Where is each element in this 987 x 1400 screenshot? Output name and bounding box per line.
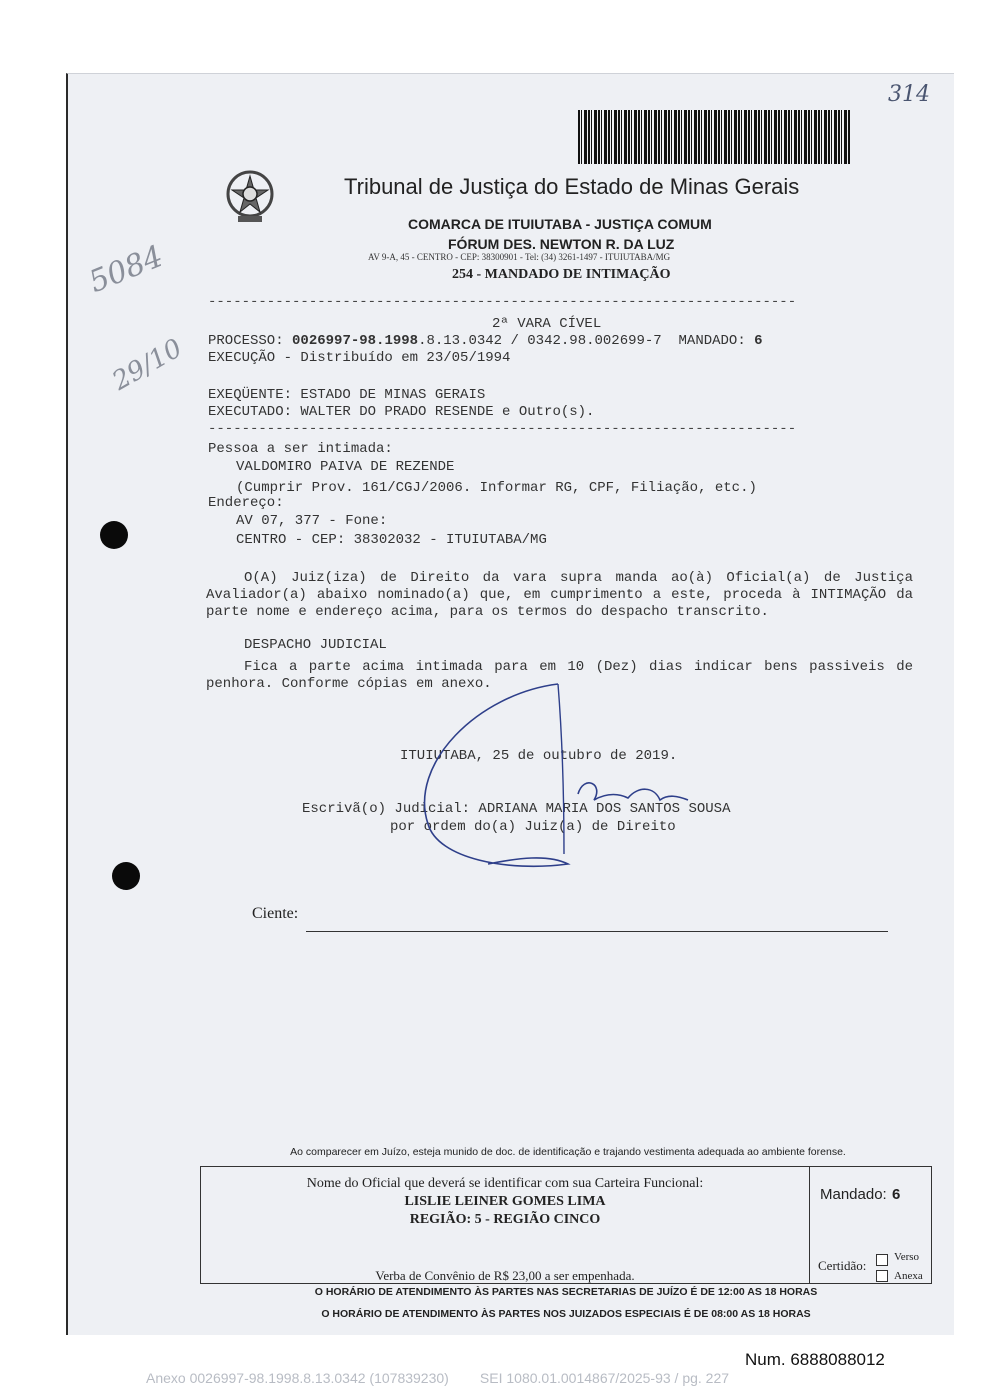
- document-sheet: [66, 73, 954, 1335]
- comarca: COMARCA DE ITUIUTABA - JUSTIÇA COMUM: [408, 216, 712, 232]
- despacho-text: Fica a parte acima intimada para em 10 (Dez) dias indicar bens passiveis de penhora. Conforme cópias em anexo.: [206, 659, 913, 692]
- mandado-label: MANDADO:: [678, 333, 746, 349]
- verso-label: Verso: [894, 1251, 920, 1263]
- processo-number: 0026997-98.1998: [292, 333, 419, 349]
- mandado-number: 6: [754, 333, 763, 349]
- separator-top: ----------------------------------------------------------------------: [208, 294, 797, 310]
- person-label: Pessoa a ser intimada:: [208, 441, 393, 457]
- executado-line: EXECUTADO: WALTER DO PRADO RESENDE e Outro(s).: [208, 404, 595, 420]
- processo-line: [208, 333, 763, 349]
- vara: 2ª VARA CÍVEL: [492, 316, 602, 332]
- handwritten-margin-number: 5084: [84, 238, 169, 301]
- order-of-judge: por ordem do(a) Juiz(a) de Direito: [390, 819, 676, 835]
- barcode: [578, 110, 850, 164]
- box-mandado-number: 6: [892, 1186, 901, 1203]
- hours-line-2: O HORÁRIO DE ATENDIMENTO ÀS PARTES NOS JUIZADOS ESPECIAIS É DE 08:00 AS 18 HORAS: [321, 1308, 811, 1320]
- person-name: VALDOMIRO PAIVA DE REZENDE: [236, 459, 455, 475]
- processo-number-rest: .8.13.0342 / 0342.98.002699-7: [418, 333, 662, 349]
- address-line-2: CENTRO - CEP: 38302032 - ITUIUTABA/MG: [236, 532, 547, 548]
- binder-hole-bottom: [112, 862, 140, 890]
- certidao-label: Certidão:: [818, 1258, 867, 1273]
- coat-of-arms-icon: [218, 164, 282, 228]
- document-type: 254 - MANDADO DE INTIMAÇÃO: [452, 267, 671, 282]
- verso-checkbox[interactable]: [876, 1254, 888, 1266]
- box-mandado-label: Mandado:: [820, 1186, 887, 1203]
- hours-line-1: O HORÁRIO DE ATENDIMENTO ÀS PARTES NAS SECRETARIAS DE JUÍZO É DE 12:00 AS 18 HORAS: [314, 1286, 818, 1298]
- notice-text: Ao comparecer em Juízo, esteja munido de doc. de identificação e trajando vestimenta adequada ao ambiente forense.: [290, 1146, 846, 1158]
- ciente-label: Ciente:: [252, 905, 299, 922]
- officer-heading: Nome do Oficial que deverá se identificar com sua Carteira Funcional:: [306, 1176, 704, 1191]
- clerk-name: Escrivã(o) Judicial: ADRIANA MARIA DOS SANTOS SOUSA: [302, 801, 731, 817]
- order-paragraph: O(A) Juiz(iza) de Direito da vara supra manda ao(à) Oficial(a) de Justiça Avaliador(a) abaixo nominado(a) que, em cumprimento a este, proceda à INTIMAÇÃO da parte nome e endereço acima, para os termos do despacho transcrito.: [206, 570, 913, 620]
- execucao-line: EXECUÇÃO - Distribuído em 23/05/1994: [208, 350, 511, 366]
- signature-scribble: [398, 674, 738, 874]
- anexa-checkbox[interactable]: [876, 1270, 888, 1282]
- forum-name: FÓRUM DES. NEWTON R. DA LUZ: [448, 236, 675, 252]
- fee-text: Verba de Convênio de R$ 23,00 a ser empenhada.: [375, 1268, 635, 1283]
- anexa-label: Anexa: [894, 1270, 923, 1282]
- separator-bottom: ----------------------------------------------------------------------: [208, 421, 797, 437]
- officer-name: LISLIE LEINER GOMES LIMA: [404, 1194, 606, 1209]
- court-title: Tribunal de Justiça do Estado de Minas Gerais: [344, 174, 800, 199]
- exequente-line: EXEQÜENTE: ESTADO DE MINAS GERAIS: [208, 387, 486, 403]
- place-date: ITUIUTABA, 25 de outubro de 2019.: [400, 748, 678, 764]
- processo-label: PROCESSO:: [208, 333, 284, 349]
- officer-region: REGIÃO: 5 - REGIÃO CINCO: [409, 1212, 601, 1227]
- despacho-title: DESPACHO JUDICIAL: [244, 637, 387, 653]
- handwritten-page-number: 314: [888, 82, 930, 107]
- handwritten-margin-date: 29/10: [107, 333, 188, 397]
- document-number: Num. 6888088012: [745, 1350, 885, 1369]
- ciente-signature-line: [306, 931, 888, 932]
- footer-reference: Anexo 0026997-98.1998.8.13.0342 (107839230) SEI 1080.01.0014867/2025-93 / pg. 227: [146, 1370, 730, 1386]
- binder-hole-top: [100, 521, 128, 549]
- address-line-1: AV 07, 377 - Fone:: [236, 513, 388, 529]
- forum-address: AV 9-A, 45 - CENTRO - CEP: 38300901 - Tel: (34) 3261-1497 - ITUIUTABA/MG: [368, 252, 671, 262]
- address-label: Endereço:: [208, 495, 284, 511]
- person-instruction: (Cumprir Prov. 161/CGJ/2006. Informar RG, CPF, Filiação, etc.): [236, 480, 757, 496]
